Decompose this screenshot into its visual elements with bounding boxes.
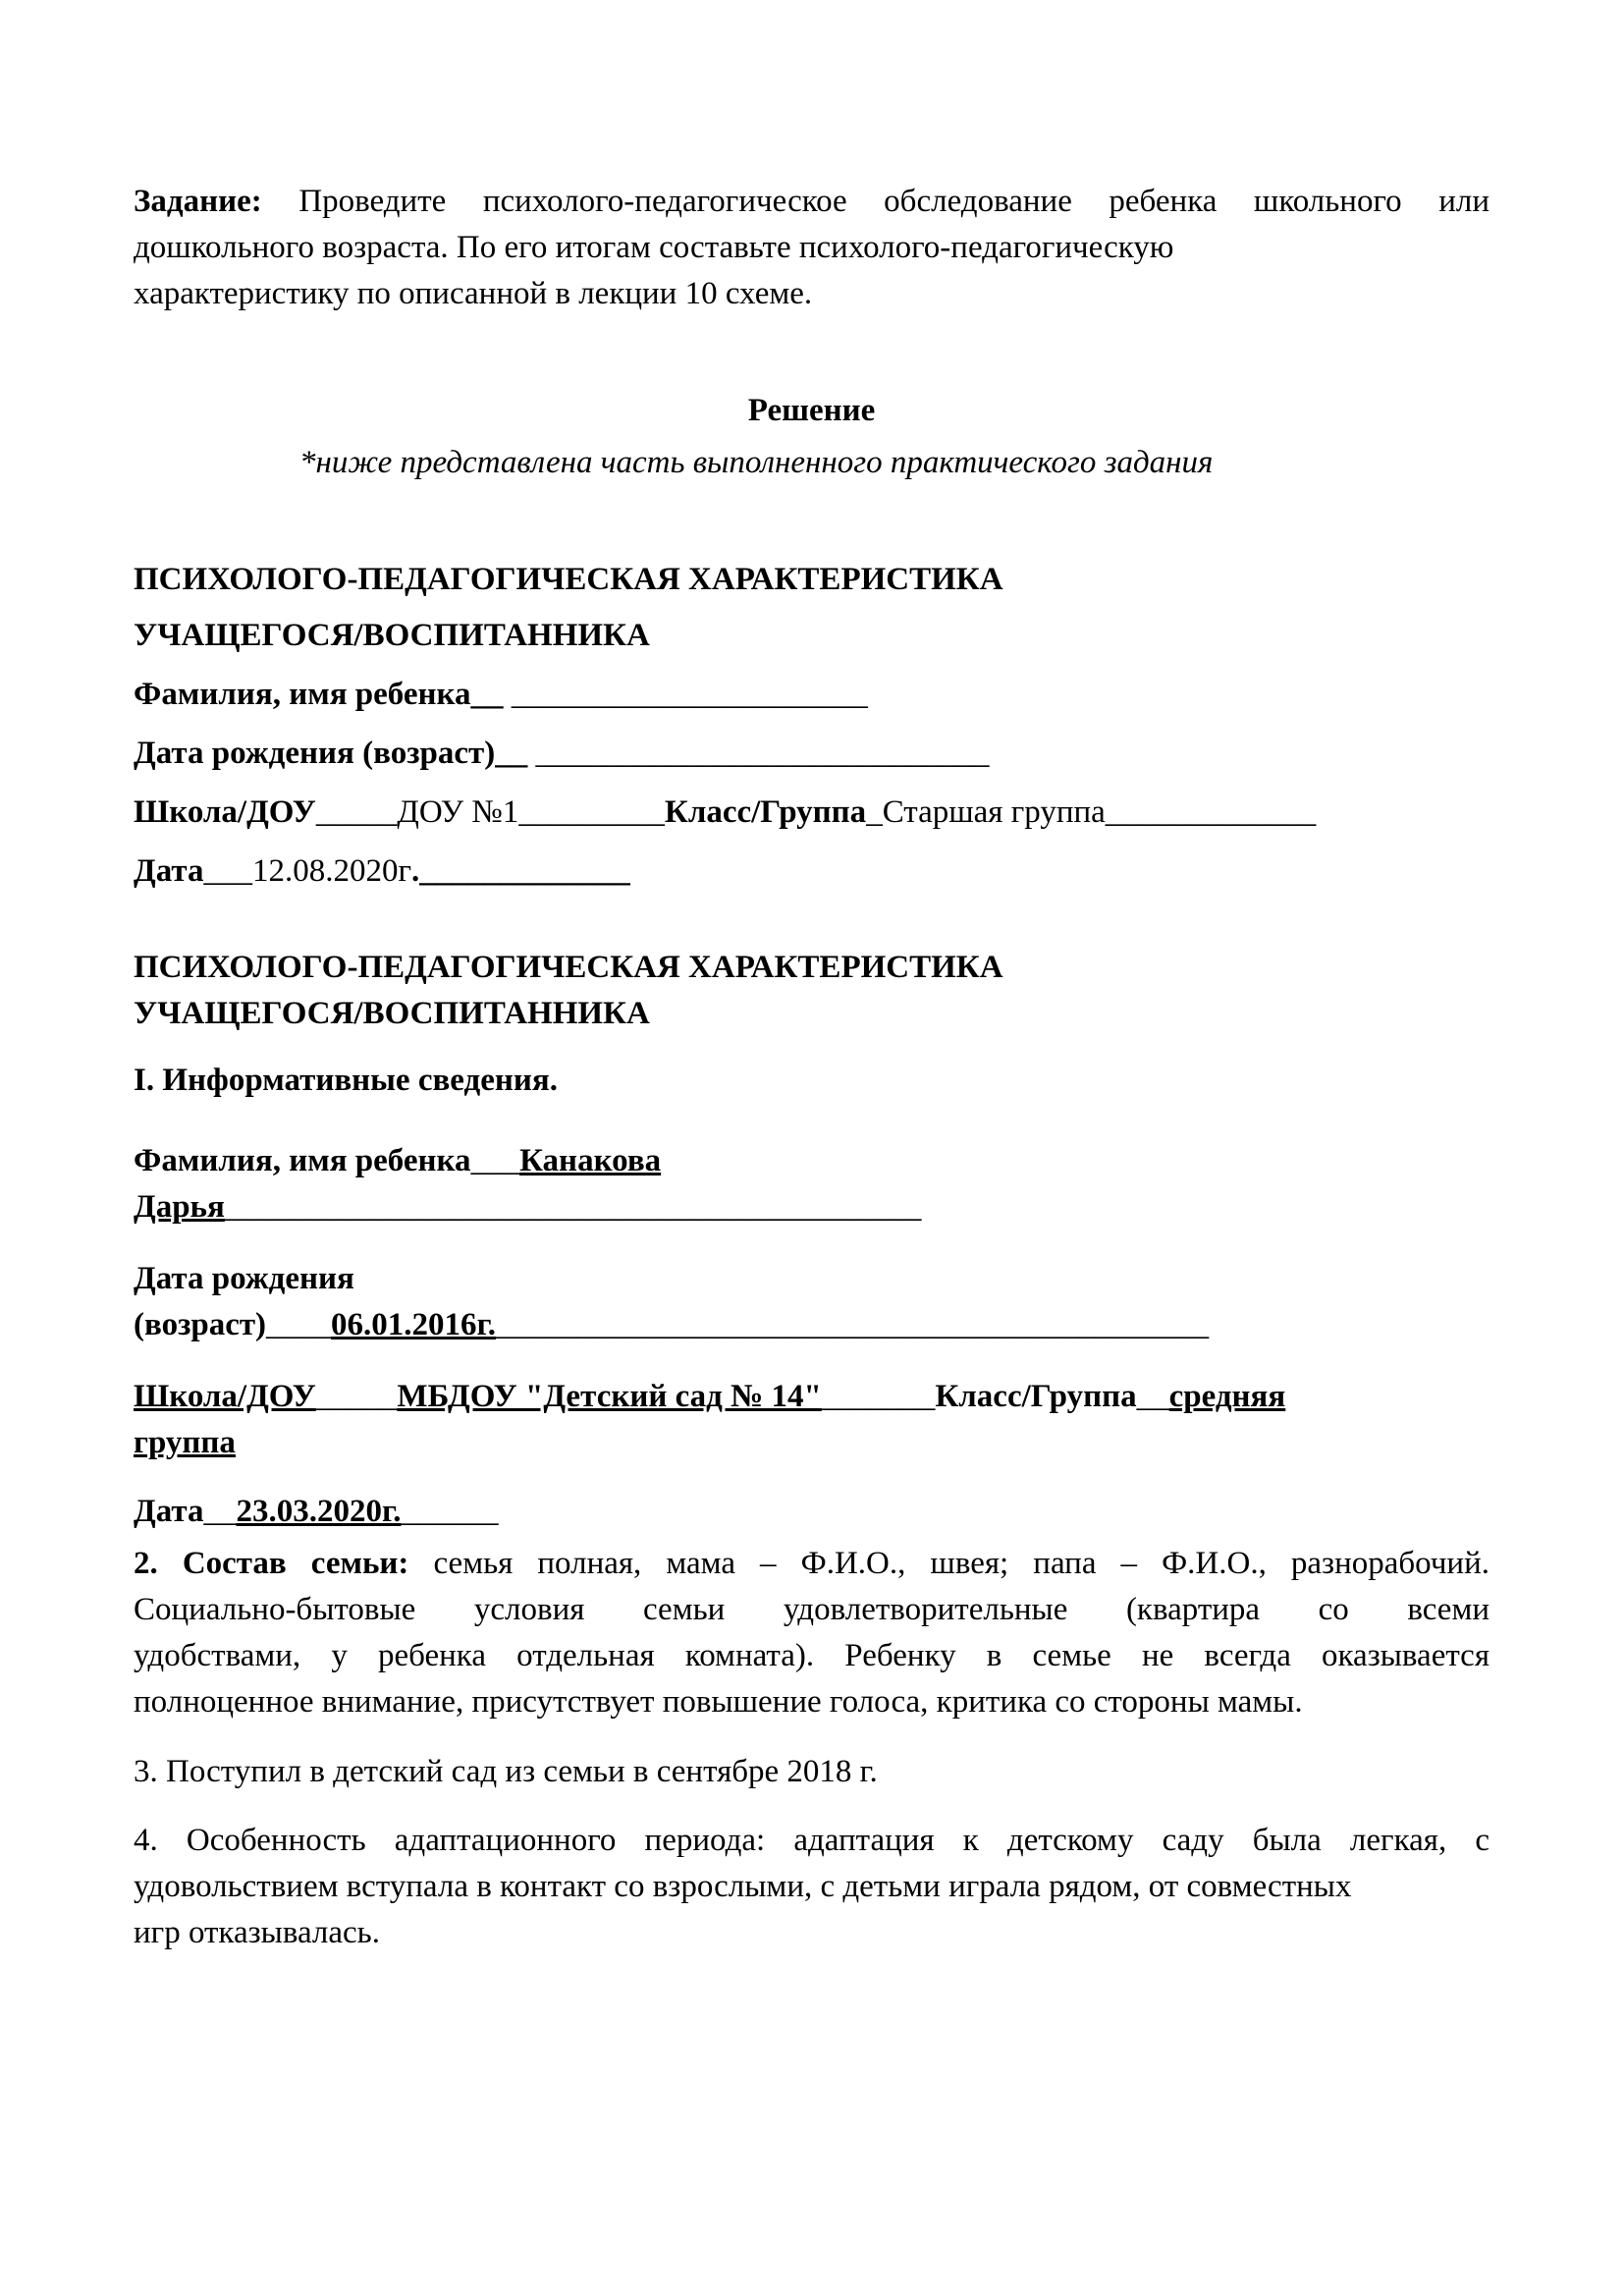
field-school-group — [134, 790, 1489, 836]
field-birth-date-line1 — [134, 1256, 1489, 1302]
text-segment: (возраст) — [134, 1307, 267, 1342]
field-child-name-line1 — [134, 1138, 1489, 1184]
text-segment: _Старшая группа_____________ — [866, 794, 1317, 830]
task-line — [134, 179, 1489, 225]
text-segment: _____ — [315, 1379, 398, 1414]
field-birth-date-line2 — [134, 1302, 1489, 1348]
text-segment: Социально-бытовые условия семьи удовлетворительные (квартира со всеми — [134, 1592, 1489, 1627]
text-segment: Проведите психолого-педагогическое обследование ребенка школьного или — [261, 184, 1489, 219]
paragraph-family-line — [134, 1541, 1489, 1587]
field-child-name — [134, 1138, 1489, 1230]
text-segment: Дата рождения — [134, 1261, 354, 1296]
task-line — [134, 225, 1489, 271]
block2-title — [134, 945, 1489, 1037]
text-segment: 23.03.2020г. — [236, 1494, 402, 1529]
text-segment: ___________________________________________ — [224, 1189, 922, 1225]
field-name-blank — [134, 672, 1489, 718]
text-segment: группа — [134, 1425, 236, 1460]
text-segment: _____________ — [419, 853, 630, 889]
text-segment: Дата — [134, 853, 204, 889]
text-segment: . — [411, 853, 420, 889]
solution-note: *ниже представлена часть выполненного практического задания — [299, 445, 1214, 480]
text-segment: __ — [1136, 1379, 1169, 1414]
task-line — [134, 271, 1489, 317]
field-birth-date — [134, 1256, 1489, 1348]
field-school-group-filled — [134, 1374, 1489, 1466]
text-segment: МБДОУ "Детский сад № 14" — [397, 1379, 822, 1414]
text-segment: Дата — [134, 1494, 204, 1529]
field-school-line2 — [134, 1420, 1489, 1466]
paragraph-family-line — [134, 1679, 1489, 1725]
text-segment: ____ — [266, 1307, 332, 1342]
paragraph-adaptation-line — [134, 1864, 1489, 1910]
text-segment: полноценное внимание, присутствует повышение голоса, критика со стороны мамы. — [134, 1684, 1303, 1720]
text-segment: Фамилия, имя ребенка__ — [134, 677, 504, 712]
field-child-name-line2 — [134, 1184, 1489, 1230]
text-segment: ______________________ — [503, 677, 868, 712]
text-segment: дошкольного возраста. По его итогам составьте психолого-педагогическую — [134, 230, 1174, 265]
text-segment: характеристику по описанной в лекции 10 схеме. — [134, 276, 813, 311]
paragraph-family-line — [134, 1633, 1489, 1679]
text-segment: ___ — [470, 1143, 520, 1178]
text-segment: Дата рождения (возраст)__ — [134, 736, 528, 771]
text-segment: удовольствием вступала в контакт со взрослыми, с детьми играла рядом, от совместных — [134, 1869, 1352, 1904]
text-segment: 2. Состав семьи: — [134, 1546, 409, 1581]
block2-title-line2: УЧАЩЕГОСЯ/ВОСПИТАННИКА — [134, 996, 650, 1031]
solution-heading: Решение — [747, 393, 876, 428]
field-date-filled2 — [134, 1489, 1489, 1535]
paragraph-adaptation-line — [134, 1910, 1489, 1956]
text-segment: 4. Особенность адаптационного периода: адаптация к детскому саду была легкая, с — [134, 1823, 1489, 1858]
field-date-filled — [134, 848, 1489, 895]
block1-title-line2: УЧАЩЕГОСЯ/ВОСПИТАННИКА — [134, 618, 650, 653]
text-segment: Фамилия, имя ребенка — [134, 1143, 471, 1178]
text-segment: Школа/ДОУ — [134, 1379, 316, 1414]
text-segment: __ — [203, 1494, 237, 1529]
block2-title-line1: ПСИХОЛОГО-ПЕДАГОГИЧЕСКАЯ ХАРАКТЕРИСТИКА — [134, 950, 1003, 985]
text-segment: Школа/ДОУ — [134, 794, 316, 830]
text-segment: Класс/Группа — [664, 794, 867, 830]
paragraph-family-line — [134, 1587, 1489, 1633]
paragraph-adaptation — [134, 1818, 1489, 1956]
text-segment: Дарья — [134, 1189, 225, 1225]
text-segment: _____ДОУ №1_________ — [315, 794, 665, 830]
section-heading-informative: I. Информативные сведения. — [134, 1063, 558, 1098]
text-segment: удобствами, у ребенка отдельная комната). Ребенку в семье не всегда оказывается — [134, 1638, 1489, 1673]
text-segment: ___12.08.2020г — [203, 853, 412, 889]
text-segment: средняя — [1168, 1379, 1286, 1414]
paragraph-admission: 3. Поступил в детский сад из семьи в сентябре 2018 г. — [134, 1754, 878, 1789]
text-segment: Задание: — [134, 184, 262, 219]
paragraph-family — [134, 1541, 1489, 1725]
text-segment: игр отказывалась. — [134, 1915, 380, 1950]
text-segment: Класс/Группа — [935, 1379, 1137, 1414]
field-school-line1 — [134, 1374, 1489, 1420]
task-paragraph — [134, 179, 1489, 317]
text-segment: Канакова — [519, 1143, 662, 1178]
text-segment: _______ — [821, 1379, 936, 1414]
text-segment: ____________________________ — [527, 736, 990, 771]
text-segment: ______ — [401, 1494, 499, 1529]
text-segment: 06.01.2016г. — [331, 1307, 497, 1342]
field-birth-blank — [134, 731, 1489, 777]
paragraph-adaptation-line — [134, 1818, 1489, 1864]
text-segment: семья полная, мама – Ф.И.О., швея; папа – Ф.И.О., разнорабочий. — [408, 1546, 1489, 1581]
block1-title-line1: ПСИХОЛОГО-ПЕДАГОГИЧЕСКАЯ ХАРАКТЕРИСТИКА — [134, 562, 1003, 597]
text-segment: ____________________________________________ — [496, 1307, 1210, 1342]
